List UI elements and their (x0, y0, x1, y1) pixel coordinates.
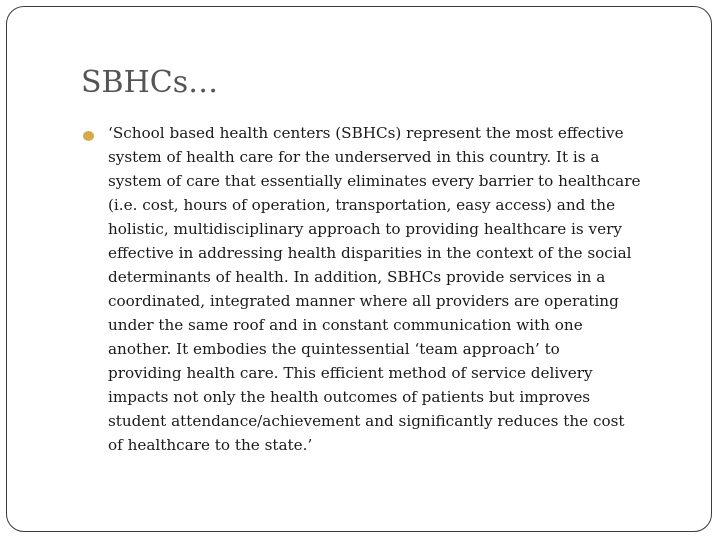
quote-line-4: (i.e. cost, hours of operation, transportation, easy access) and the (108, 196, 616, 214)
slide (6, 6, 712, 532)
quote-text (108, 121, 698, 457)
quote-line-13: student attendance/achievement and significantly reduces the cost (108, 412, 625, 430)
quote-line-1: ‘School based health centers (SBHCs) represent the most effective (108, 124, 624, 142)
quote-line-3: system of care that essentially eliminates every barrier to healthcare (108, 172, 641, 190)
slide-title: SBHCs… (81, 65, 219, 100)
quote-line-2: system of health care for the underserved in this country. It is a (108, 148, 600, 166)
quote-line-14: of healthcare to the state.’ (108, 436, 313, 454)
quote-line-8: coordinated, integrated manner where all providers are operating (108, 292, 619, 310)
quote-line-11: providing health care. This efficient method of service delivery (108, 364, 593, 382)
quote-line-7: determinants of health. In addition, SBHCs provide services in a (108, 268, 606, 286)
quote-line-6: effective in addressing health disparities in the context of the social (108, 244, 632, 262)
quote-line-12: impacts not only the health outcomes of patients but improves (108, 388, 591, 406)
bullet-dot-icon (83, 131, 94, 141)
quote-line-5: holistic, multidisciplinary approach to providing healthcare is very (108, 220, 622, 238)
quote-line-10: another. It embodies the quintessential ‘team approach’ to (108, 340, 560, 358)
quote-line-9: under the same roof and in constant communication with one (108, 316, 583, 334)
